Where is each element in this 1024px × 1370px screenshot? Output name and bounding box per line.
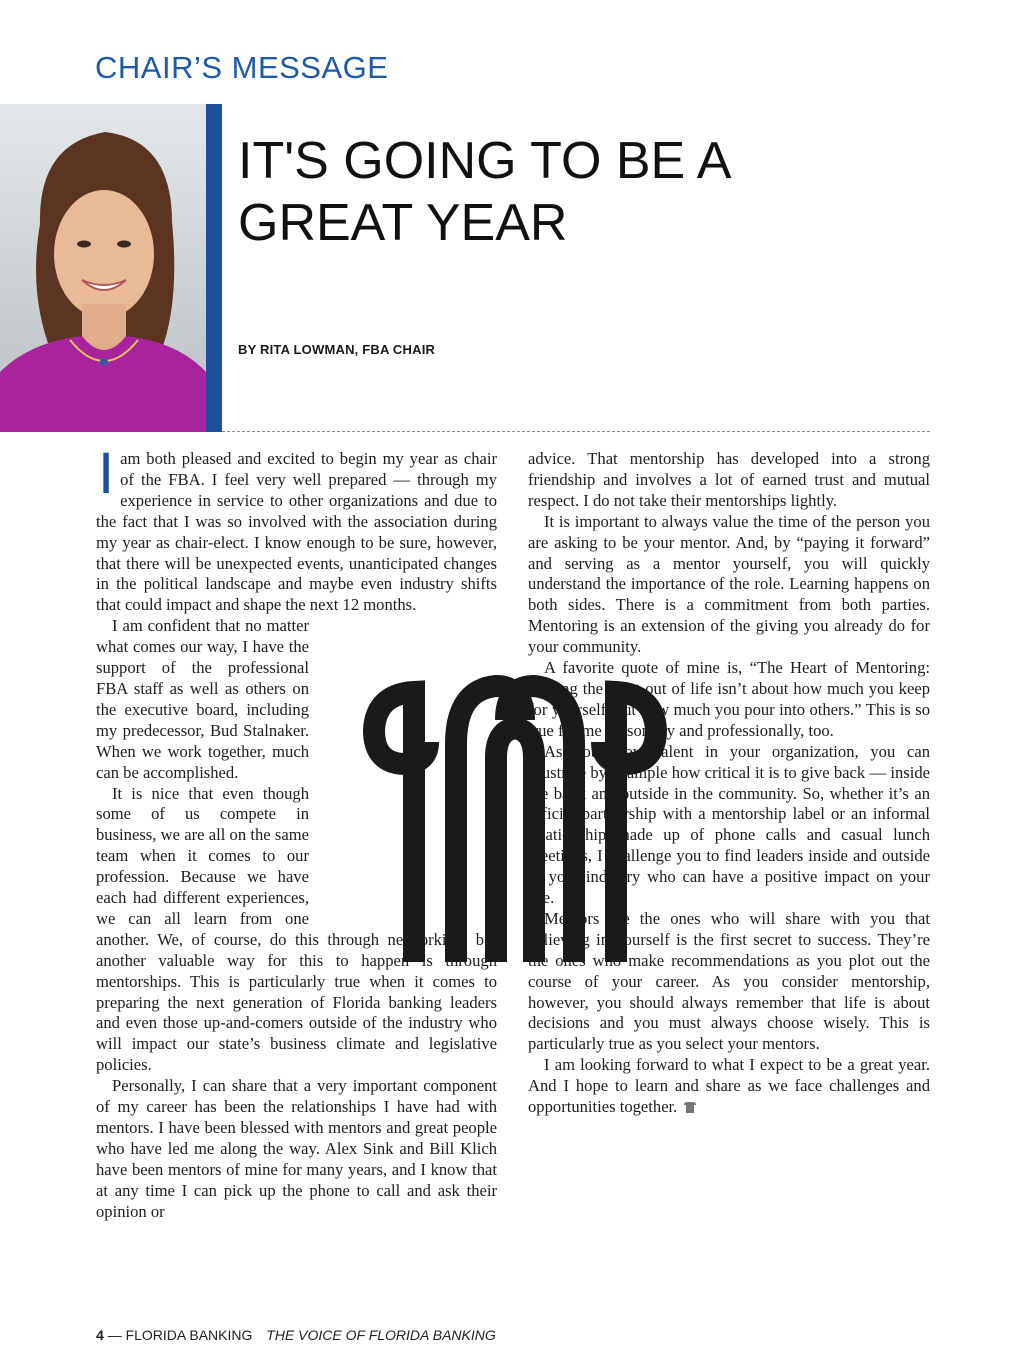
paragraph: Personally, I can share that a very important component of my career has been the relationships I have had with mentors. I have been blessed with mentors and great people who have led me along the way. Alex Sink and Bill Klich have been mentors of mine for many years, and I know that at any time I can pick up the phone to call and ask their opinion or (96, 1076, 497, 1221)
paragraph: As you grow talent in your organization, you can illustrate by example how critical it is to give back — inside the bank and outside in the community. So, whether it’s an official partnership with a mentorship label or an informal relationship made up of phone calls and casual lunch meetings, I challenge you to find leaders inside and outside of your industry who can have a positive impact on your life. (528, 741, 930, 908)
drop-cap: I (98, 441, 115, 506)
paragraph: am both pleased and excited to begin my year as chair of the FBA. I feel very well prepared — through my experience in service to other organizations and due to the fact that I was so involved with the association during my year as chair-elect. I know enough to be sure, however, that there will be unexpected events, unanticipated changes in the political landscape and maybe even industry shifts that could impact and shape the next 12 months. (96, 449, 497, 615)
headline: IT'S GOING TO BE A GREAT YEAR (238, 132, 729, 252)
paragraph: I am confident that no matter what comes our way, I have the support of the professional FBA staff as well as others on the executive board, including my predecessor, Bud Stalnaker. When we work together, much can be accomplished. (96, 616, 309, 782)
page-footer (96, 1327, 496, 1343)
paragraph: advice. That mentorship has developed into a strong friendship and involves a lot of earned trust and mutual respect. I do not take their mentorships lightly. (528, 449, 930, 510)
accent-bar (206, 104, 222, 432)
paragraph: Mentors are the ones who will share with you that believing in yourself is the first secret to success. They’re the ones who make recommendations as you plot out the course of your career. As you consider mentorship, however, you should always remember that life is about decisions and you must always choose wisely. This is particularly true as you select your mentors. (528, 908, 930, 1054)
paragraph: It is nice that even though some of us compete in business, we are all on the same team when it comes to our profession. Because we have each had different experiences, we can all learn from one another. We, of course, do this through networking, but another valuable way for this to happen is through mentorships. This is particularly true when it comes to preparing the next generation of Florida banking leaders and even those up-and-comers outside of the industry who will impact our state’s business climate and legislative policies. (96, 783, 497, 1075)
paragraph: It is important to always value the time of the person you are asking to be your mentor. And, by “paying it forward” and serving as a mentor yourself, you will quickly understand the importance of the role. Learning happens on both sides. There is a commitment from both parties. Mentoring is an extension of the giving you already do for your community. (528, 511, 930, 657)
section-label: CHAIR’S MESSAGE (95, 50, 389, 85)
publication-tagline: THE VOICE OF FLORIDA BANKING (266, 1327, 496, 1343)
page-number: 4 (96, 1327, 104, 1343)
publication-name: — FLORIDA BANKING (107, 1327, 253, 1343)
fba-column-logo-icon (356, 672, 674, 962)
fba-end-mark-icon (683, 1100, 697, 1114)
paragraph: I am looking forward to what I expect to be a great year. And I hope to learn and share as we face challenges and opportunities together. (528, 1055, 930, 1117)
paragraph: A favorite quote of mine is, “The Heart of Mentoring: Getting the most out of life isn’t about how much you keep for yourself, but how much you pour into others.” This is so true for me personally and professionally, too. (528, 658, 930, 740)
divider (222, 431, 930, 432)
author-portrait (0, 104, 206, 432)
byline: BY RITA LOWMAN, FBA CHAIR (238, 342, 436, 357)
